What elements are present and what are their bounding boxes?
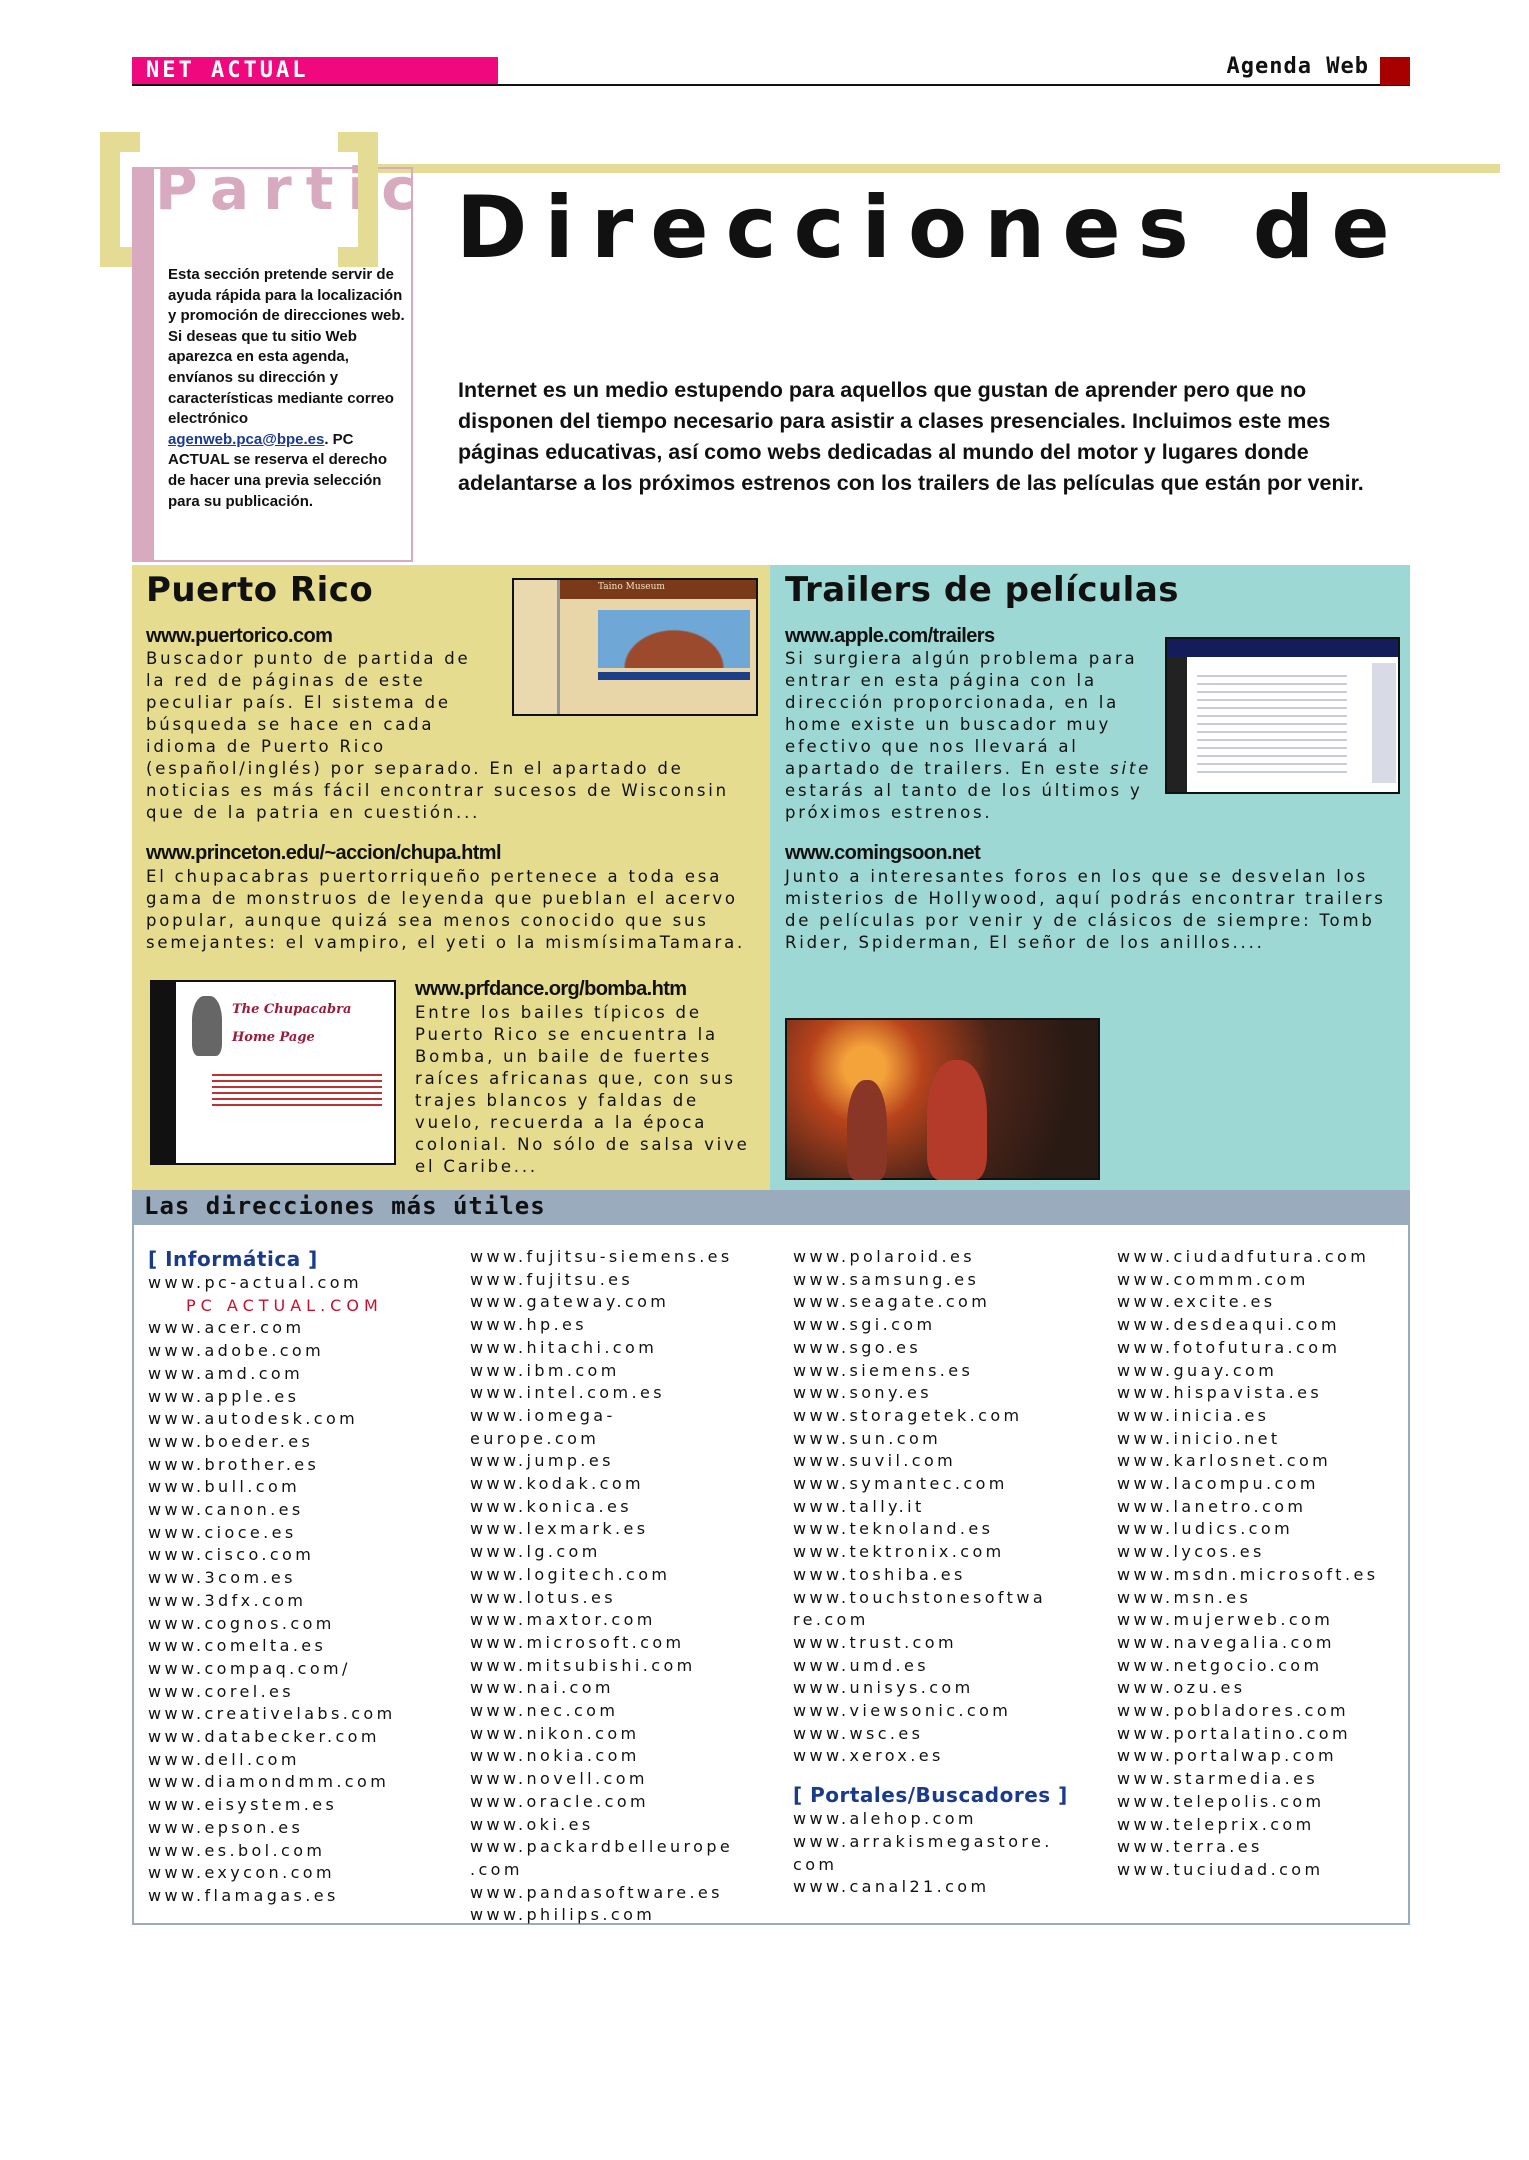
directory-link[interactable]: www.lacompu.com (1117, 1474, 1319, 1494)
directory-link[interactable]: www.umd.es (793, 1655, 930, 1675)
directory-link[interactable]: www.flamagas.es (148, 1885, 339, 1905)
directory-link[interactable]: www.ludics.com (1117, 1519, 1294, 1539)
directory-link[interactable]: www.lg.com (470, 1542, 601, 1562)
sidebar-text (168, 265, 408, 512)
directory-link[interactable]: www.karlosnet.com (1117, 1451, 1332, 1471)
directory-link[interactable]: www.maxtor.com (470, 1610, 656, 1630)
directory-link[interactable]: www.diamondmm.com (148, 1772, 390, 1792)
directory-link[interactable]: www.storagetek.com (793, 1405, 1023, 1425)
apple-trailers-screenshot (1165, 637, 1400, 794)
directory-link[interactable]: www.oracle.com (470, 1791, 649, 1811)
directory-link[interactable]: www.boeder.es (148, 1431, 314, 1451)
pc-actual-logo: PC ACTUAL.COM (186, 1295, 383, 1315)
trailers-heading: Trailers de películas (785, 570, 1180, 610)
directory-link[interactable]: www.intel.com.es (470, 1383, 665, 1403)
directory-link[interactable]: www.xerox.es (793, 1746, 944, 1766)
directory-link[interactable]: www.tally.it (793, 1496, 925, 1516)
entry-text: El chupacabras puertorriqueño pertenece a toda esa gama de monstruos de leyenda que pueblan el acervo popular, aunque quizá sea menos conocido que sus semejantes: el vampiro, el yeti o la mismísimaTamara. (146, 867, 746, 952)
directory-link[interactable]: www.tuciudad.com (1117, 1859, 1324, 1879)
directory-link[interactable]: www.fotofutura.com (1117, 1337, 1341, 1357)
directory-link[interactable]: www.cioce.es (148, 1522, 297, 1542)
directory-link[interactable]: www.canal21.com (793, 1877, 990, 1897)
directory-link[interactable]: www.symantec.com (793, 1474, 1008, 1494)
directory-link[interactable]: www.pandasoftware.es (470, 1882, 723, 1902)
directory-link[interactable]: www.teknoland.es (793, 1519, 994, 1539)
entry-url[interactable]: www.prfdance.org/bomba.htm (415, 978, 687, 1000)
directory-link[interactable]: www.nai.com (470, 1678, 614, 1698)
directory-link[interactable]: www.es.bol.com (148, 1840, 326, 1860)
intro-paragraph: Internet es un medio estupendo para aquellos que gustan de aprender pero que no disponen del tiempo necesario para asistir a clases presenciales. Incluimos este mes páginas educativas, así como webs dedicadas al mundo del motor y lugares donde adelantarse a los próximos estrenos con los trailers de las películas que están por venir. (458, 378, 1364, 495)
directory-link[interactable]: www.mitsubishi.com (470, 1655, 696, 1675)
email-link[interactable]: agenweb.pca@bpe.es (168, 430, 325, 448)
directory-link[interactable]: www.msn.es (1117, 1587, 1252, 1607)
screenshot-caption: The Chupacabra Home Page (232, 1002, 352, 1045)
directory-link[interactable]: www.sgi.com (793, 1315, 936, 1335)
directory-link[interactable]: www.hp.es (470, 1315, 588, 1335)
directory-link[interactable]: www.adobe.com (148, 1341, 325, 1361)
entry-url[interactable]: www.apple.com/trailers (785, 625, 995, 647)
entry-text (785, 648, 1155, 824)
directory-link[interactable]: www.novell.com (470, 1769, 648, 1789)
directory-link[interactable]: www.cisco.com (148, 1545, 315, 1565)
directory-link[interactable]: www.konica.es (470, 1496, 633, 1516)
directory-category: [ Portales/Buscadores ] (793, 1783, 1068, 1808)
sidebar-watermark: Partic (155, 155, 430, 223)
directory-link[interactable]: www.mujerweb.com (1117, 1610, 1334, 1630)
page-section-title: Agenda Web (1226, 54, 1369, 79)
directory-link[interactable]: www.dell.com (148, 1749, 300, 1769)
directory-link[interactable]: www.excite.es (1117, 1292, 1276, 1312)
directory-link[interactable]: www.packardbelleurope (470, 1837, 734, 1857)
directory-link[interactable]: www.sun.com (793, 1428, 942, 1448)
directory-link[interactable]: www.wsc.es (793, 1723, 924, 1743)
entry-url[interactable]: www.puertorico.com (146, 625, 333, 647)
directory-link[interactable]: www.telepolis.com (1117, 1791, 1325, 1811)
directory-link[interactable]: www.compaq.com/ (148, 1658, 351, 1678)
sidebar-text-intro: Esta sección pretende servir de ayuda rápida para la localización y promoción de direcciones web. Si deseas que tu sitio Web aparezca en esta agenda, envíanos su dirección y características mediante correo electrónico (168, 266, 405, 428)
directory-link[interactable]: www.amd.com (148, 1363, 304, 1383)
directory-link[interactable]: www.hispavista.es (1117, 1383, 1323, 1403)
directory-link[interactable]: re.com (793, 1610, 869, 1630)
directory-link[interactable]: www.pc-actual.com (148, 1273, 362, 1292)
directory-link[interactable]: www.apple.es (148, 1386, 300, 1406)
directory-link[interactable]: www.corel.es (148, 1681, 295, 1701)
entry-url[interactable]: www.comingsoon.net (785, 842, 981, 864)
movie-still-image (785, 1018, 1100, 1180)
directory-link[interactable]: www.portalwap.com (1117, 1746, 1338, 1766)
directory-link[interactable]: www.navegalia.com (1117, 1632, 1335, 1652)
directory-link[interactable]: www.pobladores.com (1117, 1701, 1350, 1721)
directory-link[interactable]: www.portalatino.com (1117, 1723, 1351, 1743)
section-label (132, 57, 498, 85)
directory-link[interactable]: www.kodak.com (470, 1474, 645, 1494)
directory-link[interactable]: www.microsoft.com (470, 1632, 685, 1652)
directory-link[interactable]: www.creativelabs.com (148, 1704, 396, 1724)
directory-link[interactable]: www.lanetro.com (1117, 1496, 1307, 1516)
directory-link[interactable]: www.oki.es (470, 1814, 594, 1834)
directory-link[interactable]: www.starmedia.es (1117, 1769, 1319, 1789)
directory-link[interactable]: www.acer.com (148, 1318, 305, 1338)
directory-link[interactable]: www.commm.com (1117, 1269, 1309, 1289)
directory-link[interactable]: www.eisystem.es (148, 1795, 338, 1815)
directory-heading-bar (132, 1190, 1410, 1225)
entry-text (146, 648, 766, 824)
directory-link[interactable]: www.lycos.es (1117, 1542, 1265, 1562)
title-rule (378, 164, 1500, 173)
directory-link[interactable]: www.alehop.com (793, 1809, 977, 1829)
directory-link[interactable]: www.cognos.com (148, 1613, 335, 1633)
directory-link[interactable]: www.suvil.com (793, 1451, 957, 1471)
directory-link[interactable]: www.3dfx.com (148, 1590, 307, 1610)
directory-column (793, 1246, 1068, 1899)
directory-link[interactable]: www.teleprix.com (1117, 1814, 1315, 1834)
directory-heading: Las direcciones más útiles (144, 1192, 546, 1220)
section-label-text: NET ACTUAL (146, 58, 309, 83)
puerto-rico-heading: Puerto Rico (146, 570, 374, 610)
directory-link[interactable]: www.autodesk.com (148, 1409, 359, 1429)
directory-link[interactable]: www.inicia.es (1117, 1405, 1270, 1425)
directory-link[interactable]: www.3com.es (148, 1568, 296, 1588)
directory-link[interactable]: www.trust.com (793, 1632, 957, 1652)
screenshot-caption: Taino Museum (598, 582, 665, 592)
entry-url[interactable]: www.princeton.edu/~accion/chupa.html (146, 842, 501, 864)
right-bracket-decoration (338, 132, 378, 267)
header-rule (132, 84, 1410, 86)
directory-link[interactable]: www.terra.es (1117, 1837, 1263, 1857)
directory-column (1117, 1246, 1378, 1882)
directory-link[interactable]: www.ozu.es (1117, 1678, 1246, 1698)
directory-link[interactable]: www.lotus.es (470, 1587, 616, 1607)
directory-link[interactable]: www.sgo.es (793, 1337, 922, 1357)
directory-link[interactable]: www.toshiba.es (793, 1564, 966, 1584)
directory-link[interactable]: www.touchstonesoftwa (793, 1587, 1047, 1607)
directory-link[interactable]: www.lexmark.es (470, 1519, 649, 1539)
sidebar-text-outro: . PC ACTUAL se reserva el derecho de hacer una previa selección para su publicación. (168, 430, 387, 510)
directory-link[interactable]: www.unisys.com (793, 1678, 974, 1698)
directory-link[interactable]: www.bull.com (148, 1477, 301, 1497)
directory-link[interactable]: www.arrakismegastore. (793, 1831, 1053, 1851)
directory-link[interactable]: www.samsung.es (793, 1269, 980, 1289)
directory-link[interactable]: www.comelta.es (148, 1636, 327, 1656)
directory-link[interactable]: www.fujitsu.es (470, 1269, 634, 1289)
page-title: Direcciones de (456, 178, 1407, 278)
directory-link[interactable]: europe.com (470, 1428, 600, 1448)
directory-column (148, 1246, 396, 1908)
sidebar-strip (132, 167, 154, 562)
directory-link[interactable]: www.nec.com (470, 1701, 619, 1721)
directory-link[interactable]: www.polaroid.es (793, 1247, 975, 1266)
directory-link[interactable]: www.canon.es (148, 1500, 304, 1520)
directory-link[interactable]: www.msdn.microsoft.es (1117, 1564, 1379, 1584)
directory-link[interactable]: www.nikon.com (470, 1723, 640, 1743)
directory-link[interactable]: www.brother.es (148, 1454, 320, 1474)
directory-link[interactable]: www.nokia.com (470, 1746, 640, 1766)
directory-link[interactable]: www.inicio.net (1117, 1428, 1281, 1448)
entry-text-content: estarás al tanto de los últimos y próximos estrenos. (785, 781, 1143, 822)
header-red-marker (1380, 57, 1410, 85)
directory-link[interactable]: www.iomega- (470, 1405, 616, 1425)
directory-link[interactable]: www.logitech.com (470, 1564, 671, 1584)
directory-link[interactable]: www.ciudadfutura.com (1117, 1247, 1370, 1266)
directory-link[interactable]: www.siemens.es (793, 1360, 974, 1380)
directory-link[interactable]: .com (470, 1859, 523, 1879)
directory-category: [ Informática ] (148, 1247, 318, 1271)
directory-column (470, 1246, 733, 1927)
directory-link[interactable]: www.netgocio.com (1117, 1655, 1323, 1675)
directory-link[interactable]: com (793, 1854, 838, 1874)
directory-link[interactable]: www.sony.es (793, 1383, 932, 1403)
directory-link[interactable]: www.hitachi.com (470, 1337, 658, 1357)
entry-text-content: Buscador punto de partida de la red de páginas de este peculiar país. El sistema de búsqueda se hace en cada idioma de Puerto Rico (español/inglés) por separado. En el apartado de noticias es más fácil encontrar sucesos de Wisconsin que de la patria en cuestión... (146, 649, 729, 822)
directory-link[interactable]: www.philips.com (470, 1905, 656, 1925)
directory-link[interactable]: www.gateway.com (470, 1292, 670, 1312)
chupacabra-screenshot (150, 980, 396, 1165)
entry-text-content: Si surgiera algún problema para entrar en esta página con la dirección proporcionada, en la home existe un buscador muy efectivo que nos llevará al apartado de trailers. En este (785, 649, 1138, 778)
entry-text-italic: site (1110, 759, 1152, 778)
directory-link[interactable]: www.exycon.com (148, 1863, 335, 1883)
directory-link[interactable]: www.tektronix.com (793, 1542, 1005, 1562)
directory-link[interactable]: www.databecker.com (148, 1727, 380, 1747)
directory-link[interactable]: www.viewsonic.com (793, 1701, 1012, 1721)
entry-text: Entre los bailes típicos de Puerto Rico se encuentra la Bomba, un baile de fuertes raíces africanas que, con sus trajes blancos y faldas de vuelo, recuerda a la época colonial. No sólo de salsa vive el Caribe... (415, 1003, 750, 1176)
directory-link[interactable]: www.ibm.com (470, 1360, 620, 1380)
directory-link[interactable]: www.desdeaqui.com (1117, 1315, 1340, 1335)
directory-link[interactable]: www.jump.es (470, 1451, 614, 1471)
directory-link[interactable]: www.seagate.com (793, 1292, 991, 1312)
directory-link[interactable]: www.guay.com (1117, 1360, 1278, 1380)
directory-link[interactable]: www.fujitsu-siemens.es (470, 1247, 733, 1266)
directory-link[interactable]: www.epson.es (148, 1817, 304, 1837)
spacer (793, 1768, 1068, 1782)
entry-text: Junto a interesantes foros en los que se desvelan los misterios de Hollywood, aquí podrás encontrar trailers de películas por venir y de clásicos de siempre: Tomb Rider, Spiderman, El señor de los anillos.... (785, 867, 1386, 952)
